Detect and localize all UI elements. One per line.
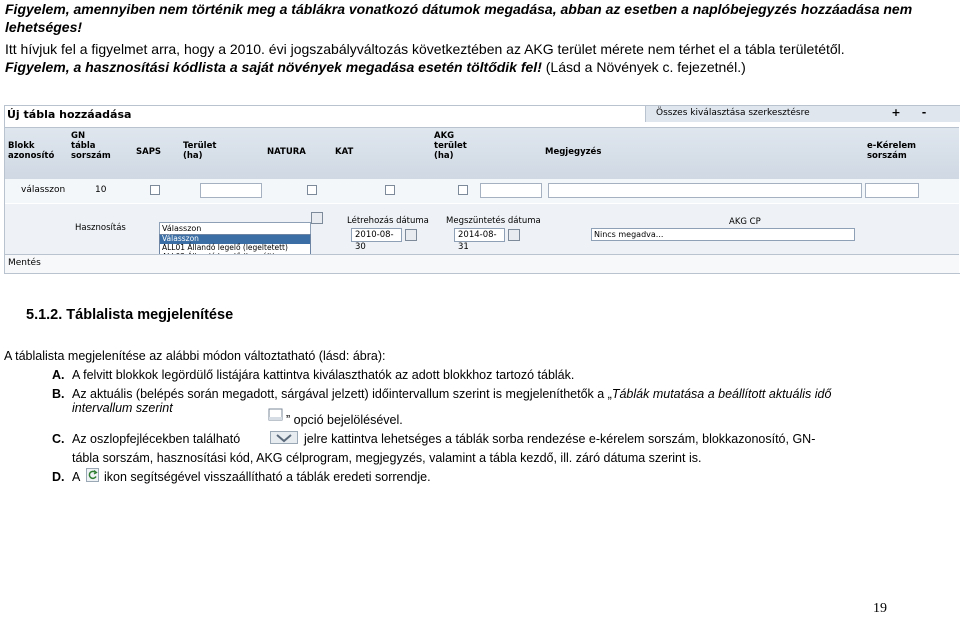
kat-checkbox[interactable] (385, 185, 395, 195)
item-b-option-name: Táblák mutatása a beállított aktuális idő intervallum szerint (72, 387, 832, 415)
natura-checkbox[interactable] (307, 185, 317, 195)
col-header-kat[interactable]: KAT (335, 147, 354, 157)
kodlista-reference: (Lásd a Növények c. fejezetnél.) (541, 59, 746, 75)
letrehozas-calendar-icon[interactable] (405, 229, 417, 241)
col-header-ekerelem[interactable]: e-Kérelem sorszám (867, 141, 916, 161)
item-c-text-end: tábla sorszám, hasznosítási kód, AKG célprogram, megjegyzés, valamint a tábla kezdő, ill. záró dátuma szerint is. (72, 451, 702, 465)
item-c-letter: C. (52, 432, 65, 446)
dropdown-option[interactable]: ALL01 Állandó legelő (legeltetett) (162, 242, 288, 252)
megszuntetes-label: Megszüntetés dátuma (446, 216, 541, 226)
info-line-kodlista (5, 58, 945, 76)
akg-cp-select[interactable]: Nincs megadva... (591, 228, 855, 241)
page-number: 19 (873, 601, 887, 616)
info-text (5, 40, 945, 76)
gn-sorszam-value: 10 (95, 185, 107, 195)
panel-title: Új tábla hozzáadása (7, 108, 132, 121)
dropdown-option[interactable]: Válasszon (160, 235, 310, 244)
save-bar (5, 254, 959, 273)
col-header-natura[interactable]: NATURA (267, 147, 306, 157)
item-b-text-end: ” opció bejelölésével. (286, 413, 403, 427)
hasznositas-select[interactable]: Válasszon (159, 222, 311, 235)
item-a-letter: A. (52, 368, 65, 382)
calendar-icon[interactable] (311, 212, 323, 224)
item-b-text (72, 387, 892, 415)
col-header-megjegyzes[interactable]: Megjegyzés (545, 147, 602, 157)
warning-text: Figyelem, amennyiben nem történik meg a táblákra vonatkozó dátumok megadása, abban az esetben a naplóbejegyzés hozzáadása nem lehetséges! (5, 1, 913, 35)
col-header-akg[interactable]: AKG terület (ha) (434, 131, 467, 161)
col-header-saps[interactable]: SAPS (136, 147, 162, 157)
terulet-input[interactable] (200, 183, 262, 198)
add-row-button[interactable]: + (891, 106, 901, 119)
column-header-row (5, 127, 959, 181)
megszuntetes-date-input[interactable]: 2014-08-31 (454, 228, 505, 242)
item-b-letter: B. (52, 387, 65, 401)
new-parcel-panel (4, 105, 960, 274)
akg-cp-label: AKG CP (729, 217, 761, 227)
item-c-text-middle: jelre kattintva lehetséges a táblák sorba rendezése e-kérelem sorszám, blokkazonosító, GN- (304, 432, 816, 446)
megjegyzes-input[interactable] (548, 183, 862, 198)
reset-order-icon (86, 468, 100, 488)
section-heading: 5.1.2. Táblalista megjelenítése (26, 307, 234, 323)
col-header-terulet[interactable]: Terület (ha) (183, 141, 217, 161)
item-d-text-end: ikon segítségével visszaállítható a táblák eredeti sorrendje. (104, 470, 431, 484)
megszuntetes-calendar-icon[interactable] (508, 229, 520, 241)
item-d-text-start: A (72, 470, 81, 484)
col-header-blokk[interactable]: Blokk azonosító (8, 141, 55, 161)
ekerelem-input[interactable] (865, 183, 919, 198)
item-d-letter: D. (52, 470, 65, 484)
col-header-gn[interactable]: GN tábla sorszám (71, 131, 111, 161)
info-line-akg: Itt hívjuk fel a figyelmet arra, hogy a 2010. évi jogszabályváltozás következtében az AKG terület mérete nem térhet el a tábla területétől. (5, 41, 845, 57)
kodlista-warning: Figyelem, a hasznosítási kódlista a saját növények megadása esetén töltődik fel! (5, 59, 542, 75)
new-parcel-row (5, 179, 959, 203)
akg-checkbox[interactable] (458, 185, 468, 195)
item-a-text: A felvitt blokkok legördülő listájára kattintva kiválaszthatók az adott blokkhoz tartozó táblák. (72, 368, 575, 382)
select-all-label[interactable]: Összes kiválasztása szerkesztésre (656, 108, 810, 118)
item-b-text-start: Az aktuális (belépés során megadott, sárgával jelzett) időintervallum szerint is megjeleníthetők a „ (72, 387, 612, 401)
item-c-text-start: Az oszlopfejlécekben található (72, 432, 241, 446)
hasznositas-label: Hasznosítás (75, 223, 126, 233)
saps-checkbox[interactable] (150, 185, 160, 195)
time-filter-checkbox-icon (268, 408, 284, 427)
letrehozas-label: Létrehozás dátuma (347, 216, 429, 226)
blokk-select[interactable]: válasszon (21, 185, 66, 195)
save-button[interactable]: Mentés (8, 258, 41, 268)
sort-arrow-icon (270, 431, 298, 450)
parcel-details-area (5, 204, 959, 254)
letrehozas-date-input[interactable]: 2010-08-30 (351, 228, 402, 242)
remove-row-button[interactable]: - (921, 106, 927, 119)
section-intro: A táblalista megjelenítése az alábbi módon változtatható (lásd: ábra): (4, 349, 386, 363)
akg-terulet-input[interactable] (480, 183, 542, 198)
panel-toolbar (645, 106, 960, 122)
